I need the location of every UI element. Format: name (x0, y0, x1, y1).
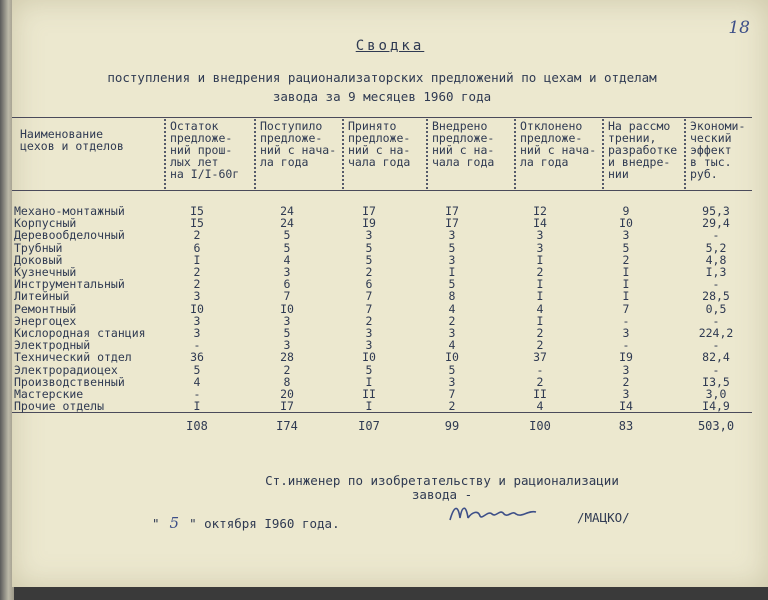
signature-name: /МАЦКО/ (577, 510, 630, 525)
table-cell: I9 (362, 216, 376, 231)
table-cell: 224,2 (698, 326, 734, 340)
table-cell: 2 (193, 265, 201, 279)
table-cell: - (712, 277, 720, 292)
table-cell: - (193, 387, 201, 401)
table-cell: 3 (448, 374, 456, 389)
table-cell: 2 (193, 277, 201, 292)
table-cell: 3 (283, 313, 291, 328)
table-cell: 2 (536, 374, 544, 389)
header-separator (164, 119, 166, 189)
total-cell: 503,0 (697, 419, 735, 433)
row-name: Корпусный (14, 216, 77, 231)
table-cell: I0 (362, 350, 376, 365)
table-cell: - (712, 313, 720, 328)
header-separator (426, 119, 428, 189)
total-cell: I00 (529, 419, 551, 433)
table-cell: 28,5 (702, 289, 730, 304)
table-cell: I4 (619, 399, 633, 414)
row-name: Производственный (14, 374, 125, 389)
table-cell: 5 (448, 277, 456, 292)
table-cell: 5 (193, 362, 201, 377)
row-name: Кислородная станция (14, 326, 146, 340)
header-separator (254, 119, 256, 189)
table-cell: - (712, 228, 720, 243)
document-subtitle (82, 68, 682, 106)
row-name: Литейный (14, 289, 70, 304)
total-cell: I74 (276, 419, 298, 433)
total-cell: 83 (618, 419, 634, 433)
table-cell: I (365, 399, 373, 414)
table-cell: 5 (622, 240, 630, 255)
column-header: На рассмо трении, разработке и внедре- нии (608, 119, 678, 181)
table-cell: 3 (536, 240, 544, 255)
row-name: Кузнечный (14, 265, 77, 279)
table-cell: 3 (283, 338, 291, 353)
table-cell: I (536, 289, 544, 304)
table-cell: I4 (533, 216, 547, 231)
table-cell: 4 (536, 301, 544, 316)
table-cell: I (622, 277, 630, 292)
table-cell: 28 (280, 350, 294, 365)
row-name: Мастерские (14, 387, 84, 401)
table-cell: II (362, 387, 376, 401)
signature-title: Ст.инженер по изобретательству и рационализации завода - (265, 473, 619, 502)
date-text: " октября I960 года. (189, 516, 340, 531)
table-cell: 7 (365, 301, 373, 316)
table-cell: 2 (365, 313, 373, 328)
date-quote-open: " (152, 516, 160, 531)
table-cell: 3 (448, 252, 456, 267)
table-cell: 37 (533, 350, 547, 365)
table-cell: 29,4 (702, 216, 730, 231)
handwritten-signature (444, 498, 564, 526)
table-cell: I0 (190, 301, 204, 316)
table-cell: 6 (193, 240, 201, 255)
table-cell: 5 (283, 326, 291, 340)
table-cell: 5,2 (705, 240, 727, 255)
table-cell: I,3 (705, 265, 727, 279)
table-cell: 5 (365, 240, 373, 255)
table-cell: 3 (622, 228, 630, 243)
table-cell: - (622, 338, 630, 353)
table-cell: 9 (622, 204, 630, 218)
table-cell: 5 (448, 362, 456, 377)
table-cell: 3 (622, 326, 630, 340)
table-cell: 3 (365, 326, 373, 340)
row-name: Технический отдел (14, 350, 132, 365)
row-name: Трубный (14, 240, 63, 255)
table-cell: 7 (365, 289, 373, 304)
document-title (12, 38, 768, 54)
table-cell: I7 (362, 204, 376, 218)
document-title-text: Сводка (355, 38, 425, 54)
row-name: Энергоцех (14, 313, 77, 328)
table-cell: - (712, 362, 720, 377)
table-cell: 5 (448, 240, 456, 255)
header-separator (342, 119, 344, 189)
table-cell: 24 (280, 216, 294, 231)
table-cell: I (193, 399, 201, 414)
table-cell: I0 (445, 350, 459, 365)
table-cell: 3 (448, 228, 456, 243)
row-name: Доковый (14, 252, 63, 267)
table-cell: 4,8 (705, 252, 727, 267)
table-cell: 5 (365, 252, 373, 267)
table-cell: I (536, 313, 544, 328)
table-cell: I2 (533, 204, 547, 218)
table-cell: I (536, 277, 544, 292)
table-cell: 4 (448, 301, 456, 316)
row-name: Электрорадиоцех (14, 362, 118, 377)
table-cell: 2 (448, 313, 456, 328)
column-header: Наименование цехов и отделов (20, 127, 124, 153)
table-cell: 0,5 (705, 301, 727, 316)
table-cell: 2 (193, 228, 201, 243)
total-cell: I08 (186, 419, 208, 433)
document-page (12, 0, 768, 587)
table-cell: 4 (283, 252, 291, 267)
table-cell: 3 (536, 228, 544, 243)
table-cell: - (536, 362, 544, 377)
table-cell: 24 (280, 204, 294, 218)
row-name: Деревообделочный (14, 228, 125, 243)
table-cell: 7 (283, 289, 291, 304)
table-cell: - (712, 338, 720, 353)
table-cell: 4 (448, 338, 456, 353)
table-cell: 3,0 (705, 387, 727, 401)
table-cell: I0 (280, 301, 294, 316)
total-cell: 99 (444, 419, 460, 433)
table-cell: 4 (193, 374, 201, 389)
table-cell: 82,4 (702, 350, 730, 365)
column-header: Внедрено предложе- ний с на- чала года (432, 119, 495, 169)
table-cell: 2 (536, 338, 544, 353)
table-cell: 2 (448, 399, 456, 414)
table-cell: I (622, 265, 630, 279)
row-name: Электродный (14, 338, 91, 353)
table-cell: 3 (283, 265, 291, 279)
table-cell: 4 (536, 399, 544, 414)
table-cell: - (622, 313, 630, 328)
table-cell: I7 (445, 216, 459, 231)
subtitle-line-2: завода за 9 месяцев 1960 года (272, 89, 492, 104)
table-cell: 6 (283, 277, 291, 292)
table-cell: 5 (365, 362, 373, 377)
row-name: Инструментальный (14, 277, 125, 292)
table-cell: I (365, 374, 373, 389)
table-cell: 95,3 (702, 204, 730, 218)
table-cell: I4,9 (702, 399, 730, 414)
table-cell: 5 (283, 240, 291, 255)
header-separator (602, 119, 604, 189)
table-cell: 2 (536, 326, 544, 340)
table-cell: 3 (193, 326, 201, 340)
table-cell: 20 (280, 387, 294, 401)
table-rule-0 (12, 117, 752, 118)
table-cell: 5 (283, 228, 291, 243)
column-header: Отклонено предложе- ний с нача- ла года (520, 119, 597, 169)
table-cell: 3 (622, 362, 630, 377)
row-name: Механо-монтажный (14, 204, 125, 218)
date-line (152, 514, 340, 532)
page-number: 18 (728, 18, 750, 38)
table-cell: 36 (190, 350, 204, 365)
table-cell: I (536, 252, 544, 267)
column-header: Остаток предложе- ний прош- лых лет на I/I-60г (170, 119, 240, 181)
table-cell: 7 (448, 387, 456, 401)
table-cell: I7 (445, 204, 459, 218)
subtitle-line-1: поступления и внедрения рационализаторских предложений по цехам и отделам (107, 70, 657, 85)
table-cell: 2 (536, 265, 544, 279)
table-cell: I5 (190, 216, 204, 231)
table-cell: 3 (365, 338, 373, 353)
table-cell: 8 (283, 374, 291, 389)
table-cell: 3 (622, 387, 630, 401)
column-header: Поступило предложе- ний с нача- ла года (260, 119, 337, 169)
table-cell: 2 (622, 374, 630, 389)
table-cell: 2 (365, 265, 373, 279)
table-cell: 6 (365, 277, 373, 292)
table-cell: I (448, 265, 456, 279)
column-header: Экономи- ческий эффект в тыс. руб. (690, 119, 746, 181)
table-cell: I5 (190, 204, 204, 218)
table-cell: I (193, 252, 201, 267)
table-cell: I9 (619, 350, 633, 365)
table-cell: I0 (619, 216, 633, 231)
table-cell: I7 (280, 399, 294, 414)
table-cell: 3 (193, 289, 201, 304)
table-cell: 3 (193, 313, 201, 328)
row-name: Прочие отделы (14, 399, 105, 414)
column-header: Принято предложе- ний с на- чала года (348, 119, 411, 169)
table-cell: 2 (622, 252, 630, 267)
table-cell: 3 (448, 326, 456, 340)
table-cell: 2 (283, 362, 291, 377)
table-cell: I3,5 (702, 374, 730, 389)
table-cell: 7 (622, 301, 630, 316)
table-cell: 3 (365, 228, 373, 243)
table-cell: I (622, 289, 630, 304)
header-separator (514, 119, 516, 189)
table-cell: - (193, 338, 201, 353)
table-rule-1 (12, 190, 752, 191)
table-cell: 8 (448, 289, 456, 304)
table-cell: II (533, 387, 547, 401)
date-day: 5 (169, 514, 180, 532)
row-name: Ремонтный (14, 301, 77, 316)
total-cell: I07 (358, 419, 380, 433)
header-separator (684, 119, 686, 189)
